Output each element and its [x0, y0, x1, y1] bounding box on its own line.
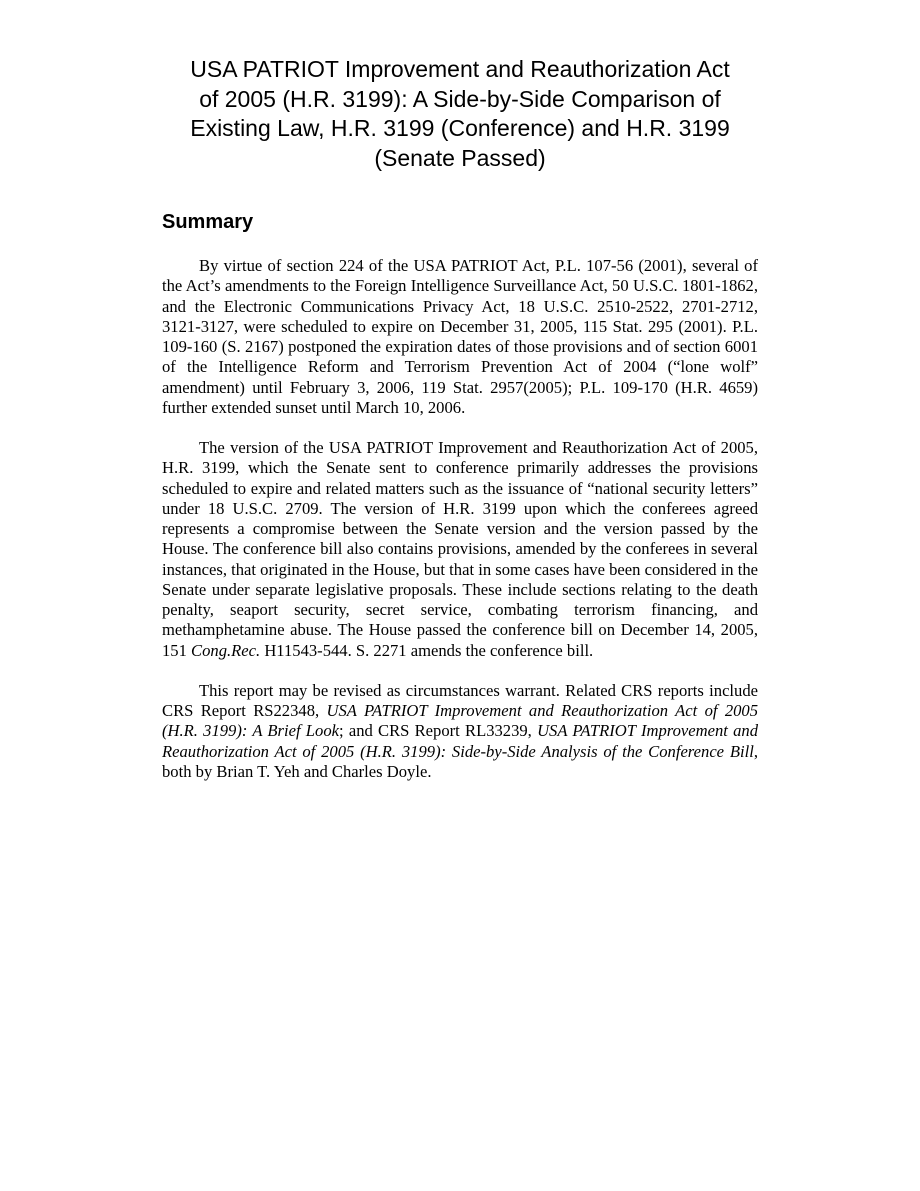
- title-line: (Senate Passed): [374, 144, 546, 171]
- paragraph-text: H11543-544. S. 2271 amends the conference bill.: [260, 640, 594, 660]
- summary-heading: Summary: [162, 211, 254, 233]
- report-title-italic: USA PATRIOT Improvement and Reauthorization Act of 2005 (H.R. 3199): Side-by-Side Analysis of the Conference Bill: [162, 721, 758, 761]
- citation-italic: Cong.Rec.: [191, 640, 261, 660]
- report-title: [162, 55, 758, 173]
- paragraph-text: ; and CRS Report RL33239,: [339, 721, 538, 741]
- report-title-italic: USA PATRIOT Improvement and Reauthorization Act of 2005 (H.R. 3199): A Brief Look: [162, 701, 759, 741]
- paragraph-text: , both by Brian T. Yeh and Charles Doyle.: [162, 741, 758, 781]
- title-line: of 2005 (H.R. 3199): A Side-by-Side Comparison of: [199, 85, 721, 112]
- title-line: USA PATRIOT Improvement and Reauthorization Act: [190, 56, 730, 82]
- paragraph-text: The version of the USA PATRIOT Improvement and Reauthorization Act of 2005, H.R. 3199, which the Senate sent to conference primarily addresses the provisions scheduled to expire and related matters such as the issuance of “national security letters” under 18 U.S.C. 2709. The version of H.R. 3199 upon which the conferees agreed represents a compromise between the Senate version and the version passed by the House. The conference bill also contains provisions, amended by the conferees in several instances, that originated in the House, but that in some cases have been considered in the Senate under separate legislative proposals. These include sections relating to the death penalty, seaport security, secret service, combating terrorism financing, and methamphetamine abuse. The House passed the conference bill on December 14, 2005, 151: [162, 438, 758, 660]
- paragraph-text: By virtue of section 224 of the USA PATRIOT Act, P.L. 107-56 (2001), several of the Act’s amendments to the Foreign Intelligence Surveillance Act, 50 U.S.C. 1801-1862, and the Electronic Communications Privacy Act, 18 U.S.C. 2510-2522, 2701-2712, 3121-3127, were scheduled to expire on December 31, 2005, 115 Stat. 295 (2001). P.L. 109-160 (S. 2167) postponed the expiration dates of those provisions and of section 6001 of the Intelligence Reform and Terrorism Prevention Act of 2004 (“lone wolf” amendment) until February 3, 2006, 119 Stat. 2957(2005); P.L. 109-170 (H.R. 4659) further extended sunset until March 10, 2006.: [162, 256, 758, 417]
- paragraph-text: This report may be revised as circumstances warrant. Related CRS reports include CRS Report RS22348,: [162, 680, 758, 720]
- summary-paragraph-1: [162, 256, 758, 418]
- summary-paragraph-3: [162, 681, 758, 782]
- summary-paragraph-2: [162, 438, 758, 661]
- title-line: Existing Law, H.R. 3199 (Conference) and H.R. 3199: [190, 115, 730, 141]
- document-page: [162, 55, 758, 782]
